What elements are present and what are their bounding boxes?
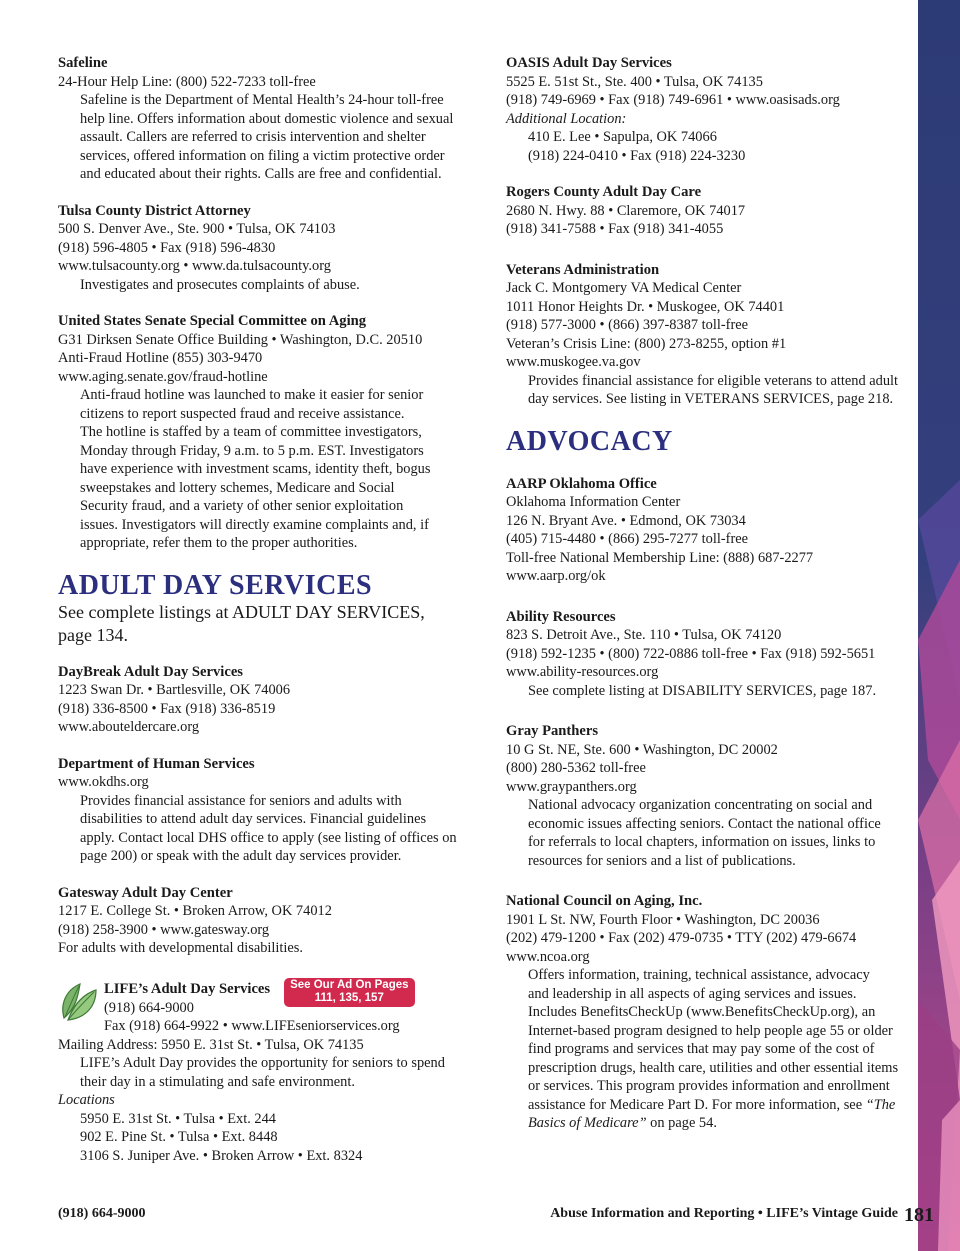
desc-line: appropriate, refer them to the proper authorities. <box>80 535 358 551</box>
listing-aarp <box>506 475 898 586</box>
address: G31 Dirksen Senate Office Building • Washington, D.C. 20510 <box>58 331 423 348</box>
address: 823 S. Detroit Ave., Ste. 110 • Tulsa, OK 74120 <box>506 627 782 643</box>
desc-line: Provides financial assistance for seniors and adults with <box>80 792 402 809</box>
subtitle-line: page 134. <box>58 624 128 645</box>
description <box>58 386 458 553</box>
location-item: 3106 S. Juniper Ave. • Broken Arrow • Ext. 8324 <box>80 1147 363 1164</box>
website-link[interactable]: www.aging.senate.gov/fraud-hotline <box>58 368 268 385</box>
locations-label: Locations <box>58 1092 115 1108</box>
fax-line: Fax (918) 664-9922 • www.LIFEseniorservices.org <box>104 1018 400 1034</box>
mailing-address: Mailing Address: 5950 E. 31st St. • Tulsa, OK 74135 <box>58 1036 364 1053</box>
desc-line <box>528 1096 898 1115</box>
desc-line: Offers information, training, technical assistance, advocacy <box>528 967 870 983</box>
listing-name: Ability Resources <box>506 608 616 625</box>
listing-name: Veterans Administration <box>506 261 660 278</box>
footer-phone: (918) 664-9000 <box>58 1206 146 1221</box>
membership-line: Toll-free National Membership Line: (888) 687-2277 <box>506 549 814 566</box>
listing-name: Tulsa County District Attorney <box>58 202 251 219</box>
phone-line: (918) 258-3900 • www.gatesway.org <box>58 921 270 938</box>
listing-name: Gatesway Adult Day Center <box>58 884 233 901</box>
website-link[interactable]: www.okdhs.org <box>58 774 149 790</box>
listing-name: Safeline <box>58 55 108 71</box>
listing-tulsa-da <box>58 202 458 295</box>
note: For adults with developmental disabilities. <box>58 940 304 956</box>
phone-line: (918) 577-3000 • (866) 397-8387 toll-free <box>506 317 749 333</box>
desc-italic-title: “The <box>865 1096 896 1113</box>
footer-title <box>550 1204 934 1226</box>
listing-name: National Council on Aging, Inc. <box>506 893 703 909</box>
desc-line: (918) 224-0410 • Fax (918) 224-3230 <box>528 147 746 164</box>
listing-name: United States Senate Special Committee on Aging <box>58 313 367 329</box>
desc-line: Monday through Friday, 9 a.m. to 5 p.m. EST. Investigators <box>80 442 424 459</box>
desc-line: their day in a stimulating and safe environment. <box>80 1073 355 1090</box>
center: Jack C. Montgomery VA Medical Center <box>506 280 742 296</box>
page-number: 181 <box>904 1204 934 1226</box>
hotline: Anti-Fraud Hotline (855) 303-9470 <box>58 350 263 366</box>
desc-line: assault. Callers are referred to crisis intervention and shelter <box>80 129 426 145</box>
address: 126 N. Bryant Ave. • Edmond, OK 73034 <box>506 512 746 529</box>
desc-line: prescription drugs, health care, utilities and other essential items <box>528 1059 899 1076</box>
desc-line: find programs and services that may pay some of the cost of <box>528 1041 875 1057</box>
desc-line: Safeline is the Department of Mental Health’s 24-hour toll-free <box>80 92 444 108</box>
desc-text: assistance for Medicare Part D. For more information, see <box>528 1096 866 1113</box>
website-link[interactable]: www.aarp.org/ok <box>506 568 606 584</box>
life-header-text <box>104 980 415 1036</box>
desc-line: or services. This program provides information and enrollment <box>528 1078 890 1094</box>
description <box>506 796 898 870</box>
phone-line: (405) 715-4480 • (866) 295-7277 toll-free <box>506 531 749 547</box>
see-our-ad-badge[interactable] <box>284 978 414 1007</box>
desc-line: economic issues affecting seniors. Contact the national office <box>528 815 881 832</box>
address: 5525 E. 51st St., Ste. 400 • Tulsa, OK 74135 <box>506 73 763 90</box>
location-item: 902 E. Pine St. • Tulsa • Ext. 8448 <box>80 1129 278 1145</box>
address: 1217 E. College St. • Broken Arrow, OK 74012 <box>58 903 332 919</box>
desc-line: day services. See listing in VETERANS SERVICES, page 218. <box>528 391 894 407</box>
phone-line: (918) 341-7588 • Fax (918) 341-4055 <box>506 221 724 237</box>
section-adult-day-services <box>58 571 458 647</box>
listing-safeline <box>58 54 458 184</box>
address: 1011 Honor Heights Dr. • Muskogee, OK 74401 <box>506 298 785 315</box>
listing-va <box>506 261 898 409</box>
website-link[interactable]: www.ability-resources.org <box>506 664 659 680</box>
listing-gatesway <box>58 884 458 958</box>
phone-line: (918) 596-4805 • Fax (918) 596-4830 <box>58 239 276 256</box>
description <box>506 372 898 409</box>
crisis-line: Veteran’s Crisis Line: (800) 273-8255, option #1 <box>506 335 787 352</box>
right-column <box>506 54 898 1151</box>
listing-oasis <box>506 54 898 165</box>
phone-line: (800) 280-5362 toll-free <box>506 760 646 776</box>
listing-daybreak <box>58 663 458 737</box>
listing-name: DayBreak Adult Day Services <box>58 663 243 680</box>
desc-line: The hotline is staffed by a team of committee investigators, <box>80 424 422 440</box>
desc-line: and educated about their rights. Calls are free and confidential. <box>80 166 442 182</box>
listing-dhs <box>58 755 458 866</box>
desc-line: Includes BenefitsCheckUp (www.BenefitsCheckUp.org), an <box>528 1004 876 1020</box>
address: 500 S. Denver Ave., Ste. 900 • Tulsa, OK 74103 <box>58 221 336 237</box>
section-title: ADVOCACY <box>506 425 673 457</box>
description <box>58 1054 458 1091</box>
additional-location <box>506 128 898 165</box>
desc-line: Investigates and prosecutes complaints of abuse. <box>80 276 360 293</box>
location-item: 5950 E. 31st St. • Tulsa • Ext. 244 <box>80 1110 276 1127</box>
desc-italic-title: Basics of Medicare” <box>528 1115 647 1131</box>
listing-name: LIFE’s Adult Day Services <box>104 980 271 997</box>
listing-gray-panthers <box>506 722 898 870</box>
listing-name: Gray Panthers <box>506 723 599 739</box>
desc-line: Security fraud, and a variety of other senior exploitation <box>80 498 404 514</box>
desc-line: and leadership in all aspects of aging services and issues. <box>528 985 857 1002</box>
listing-name: OASIS Adult Day Services <box>506 55 672 71</box>
desc-line: apply. Contact local DHS office to apply (see listing of offices on <box>80 829 457 846</box>
life-header <box>58 980 458 1036</box>
listing-rogers <box>506 183 898 239</box>
center: Oklahoma Information Center <box>506 494 681 510</box>
desc-line: National advocacy organization concentrating on social and <box>528 797 873 813</box>
desc-text: on page 54. <box>646 1115 717 1131</box>
footer-title-text: Abuse Information and Reporting • LIFE’s Vintage Guide <box>550 1206 898 1221</box>
desc-line: Internet-based program designed to help people age 55 or older <box>528 1022 893 1039</box>
listing-ability <box>506 608 898 701</box>
section-title: ADULT DAY SERVICES <box>58 569 373 601</box>
address: 10 G St. NE, Ste. 600 • Washington, DC 20002 <box>506 741 778 758</box>
decorative-sidebar <box>918 0 960 1251</box>
website-link[interactable]: www.ncoa.org <box>506 948 590 965</box>
badge-line: 111, 135, 157 <box>314 991 384 1004</box>
desc-line: resources for seniors and a list of publications. <box>528 852 796 869</box>
phone-line: (918) 749-6969 • Fax (918) 749-6961 • www.oasisads.org <box>506 92 840 108</box>
desc-line: Anti-fraud hotline was launched to make it easier for senior <box>80 387 424 403</box>
description <box>58 276 458 295</box>
phone-line: (918) 336-8500 • Fax (918) 336-8519 <box>58 700 276 717</box>
desc-line: 410 E. Lee • Sapulpa, OK 74066 <box>528 129 717 145</box>
listing-senate-aging <box>58 312 458 553</box>
desc-line: disabilities to attend adult day services. Financial guidelines <box>80 811 427 827</box>
additional-location-label: Additional Location: <box>506 110 627 127</box>
desc-line: sweepstakes and lottery schemes, Medicare and Social <box>80 479 395 496</box>
listing-life <box>58 980 458 1166</box>
locations-list <box>58 1110 458 1166</box>
address: 2680 N. Hwy. 88 • Claremore, OK 74017 <box>506 202 746 219</box>
desc-line: help line. Offers information about domestic violence and sexual <box>80 110 454 127</box>
desc-line: have experience with investment scams, identity theft, bogus <box>80 461 431 477</box>
listing-name: AARP Oklahoma Office <box>506 475 657 492</box>
section-subtitle <box>58 601 458 647</box>
desc-line: LIFE’s Adult Day provides the opportunity for seniors to spend <box>80 1055 445 1071</box>
phone-line: (918) 592-1235 • (800) 722-0886 toll-free • Fax (918) 592-5651 <box>506 645 876 662</box>
subtitle-line: See complete listings at ADULT DAY SERVICES, <box>58 601 425 622</box>
desc-line: See complete listing at DISABILITY SERVICES, page 187. <box>528 682 877 699</box>
desc-line <box>528 1114 898 1133</box>
left-column <box>58 54 458 1183</box>
listing-name: Rogers County Adult Day Care <box>506 184 702 200</box>
phone-line: 24-Hour Help Line: (800) 522-7233 toll-free <box>58 73 316 90</box>
badge-line: See Our Ad On Pages <box>290 978 409 991</box>
website-link[interactable]: www.tulsacounty.org • www.da.tulsacounty.org <box>58 258 331 274</box>
desc-line: Provides financial assistance for eligible veterans to attend adult <box>528 372 899 389</box>
description <box>506 682 898 701</box>
desc-line: issues. Investigators will directly examine complaints and, if <box>80 516 429 533</box>
address: 1223 Swan Dr. • Bartlesville, OK 74006 <box>58 682 291 698</box>
desc-line: page 200) or speak with the adult day services provider. <box>80 848 402 864</box>
description <box>58 91 458 184</box>
address: 1901 L St. NW, Fourth Floor • Washington, DC 20036 <box>506 911 820 928</box>
website-link[interactable]: www.graypanthers.org <box>506 778 637 795</box>
desc-line: for referrals to local chapters, information on issues, links to <box>528 834 876 850</box>
page-footer <box>58 1202 934 1226</box>
phone-line: (202) 479-1200 • Fax (202) 479-0735 • TTY (202) 479-6674 <box>506 930 857 946</box>
website-link[interactable]: www.muskogee.va.gov <box>506 354 641 370</box>
desc-line: services, offered information on filing a victim protective order <box>80 147 445 164</box>
leaf-logo-icon <box>58 978 100 1022</box>
description <box>506 966 898 1133</box>
desc-line: citizens to report suspected fraud and receive assistance. <box>80 405 405 422</box>
description <box>58 792 458 866</box>
phone-line: (918) 664-9000 <box>104 999 194 1016</box>
listing-name: Department of Human Services <box>58 755 255 772</box>
listing-ncoa <box>506 892 898 1133</box>
website-link[interactable]: www.abouteldercare.org <box>58 719 200 735</box>
